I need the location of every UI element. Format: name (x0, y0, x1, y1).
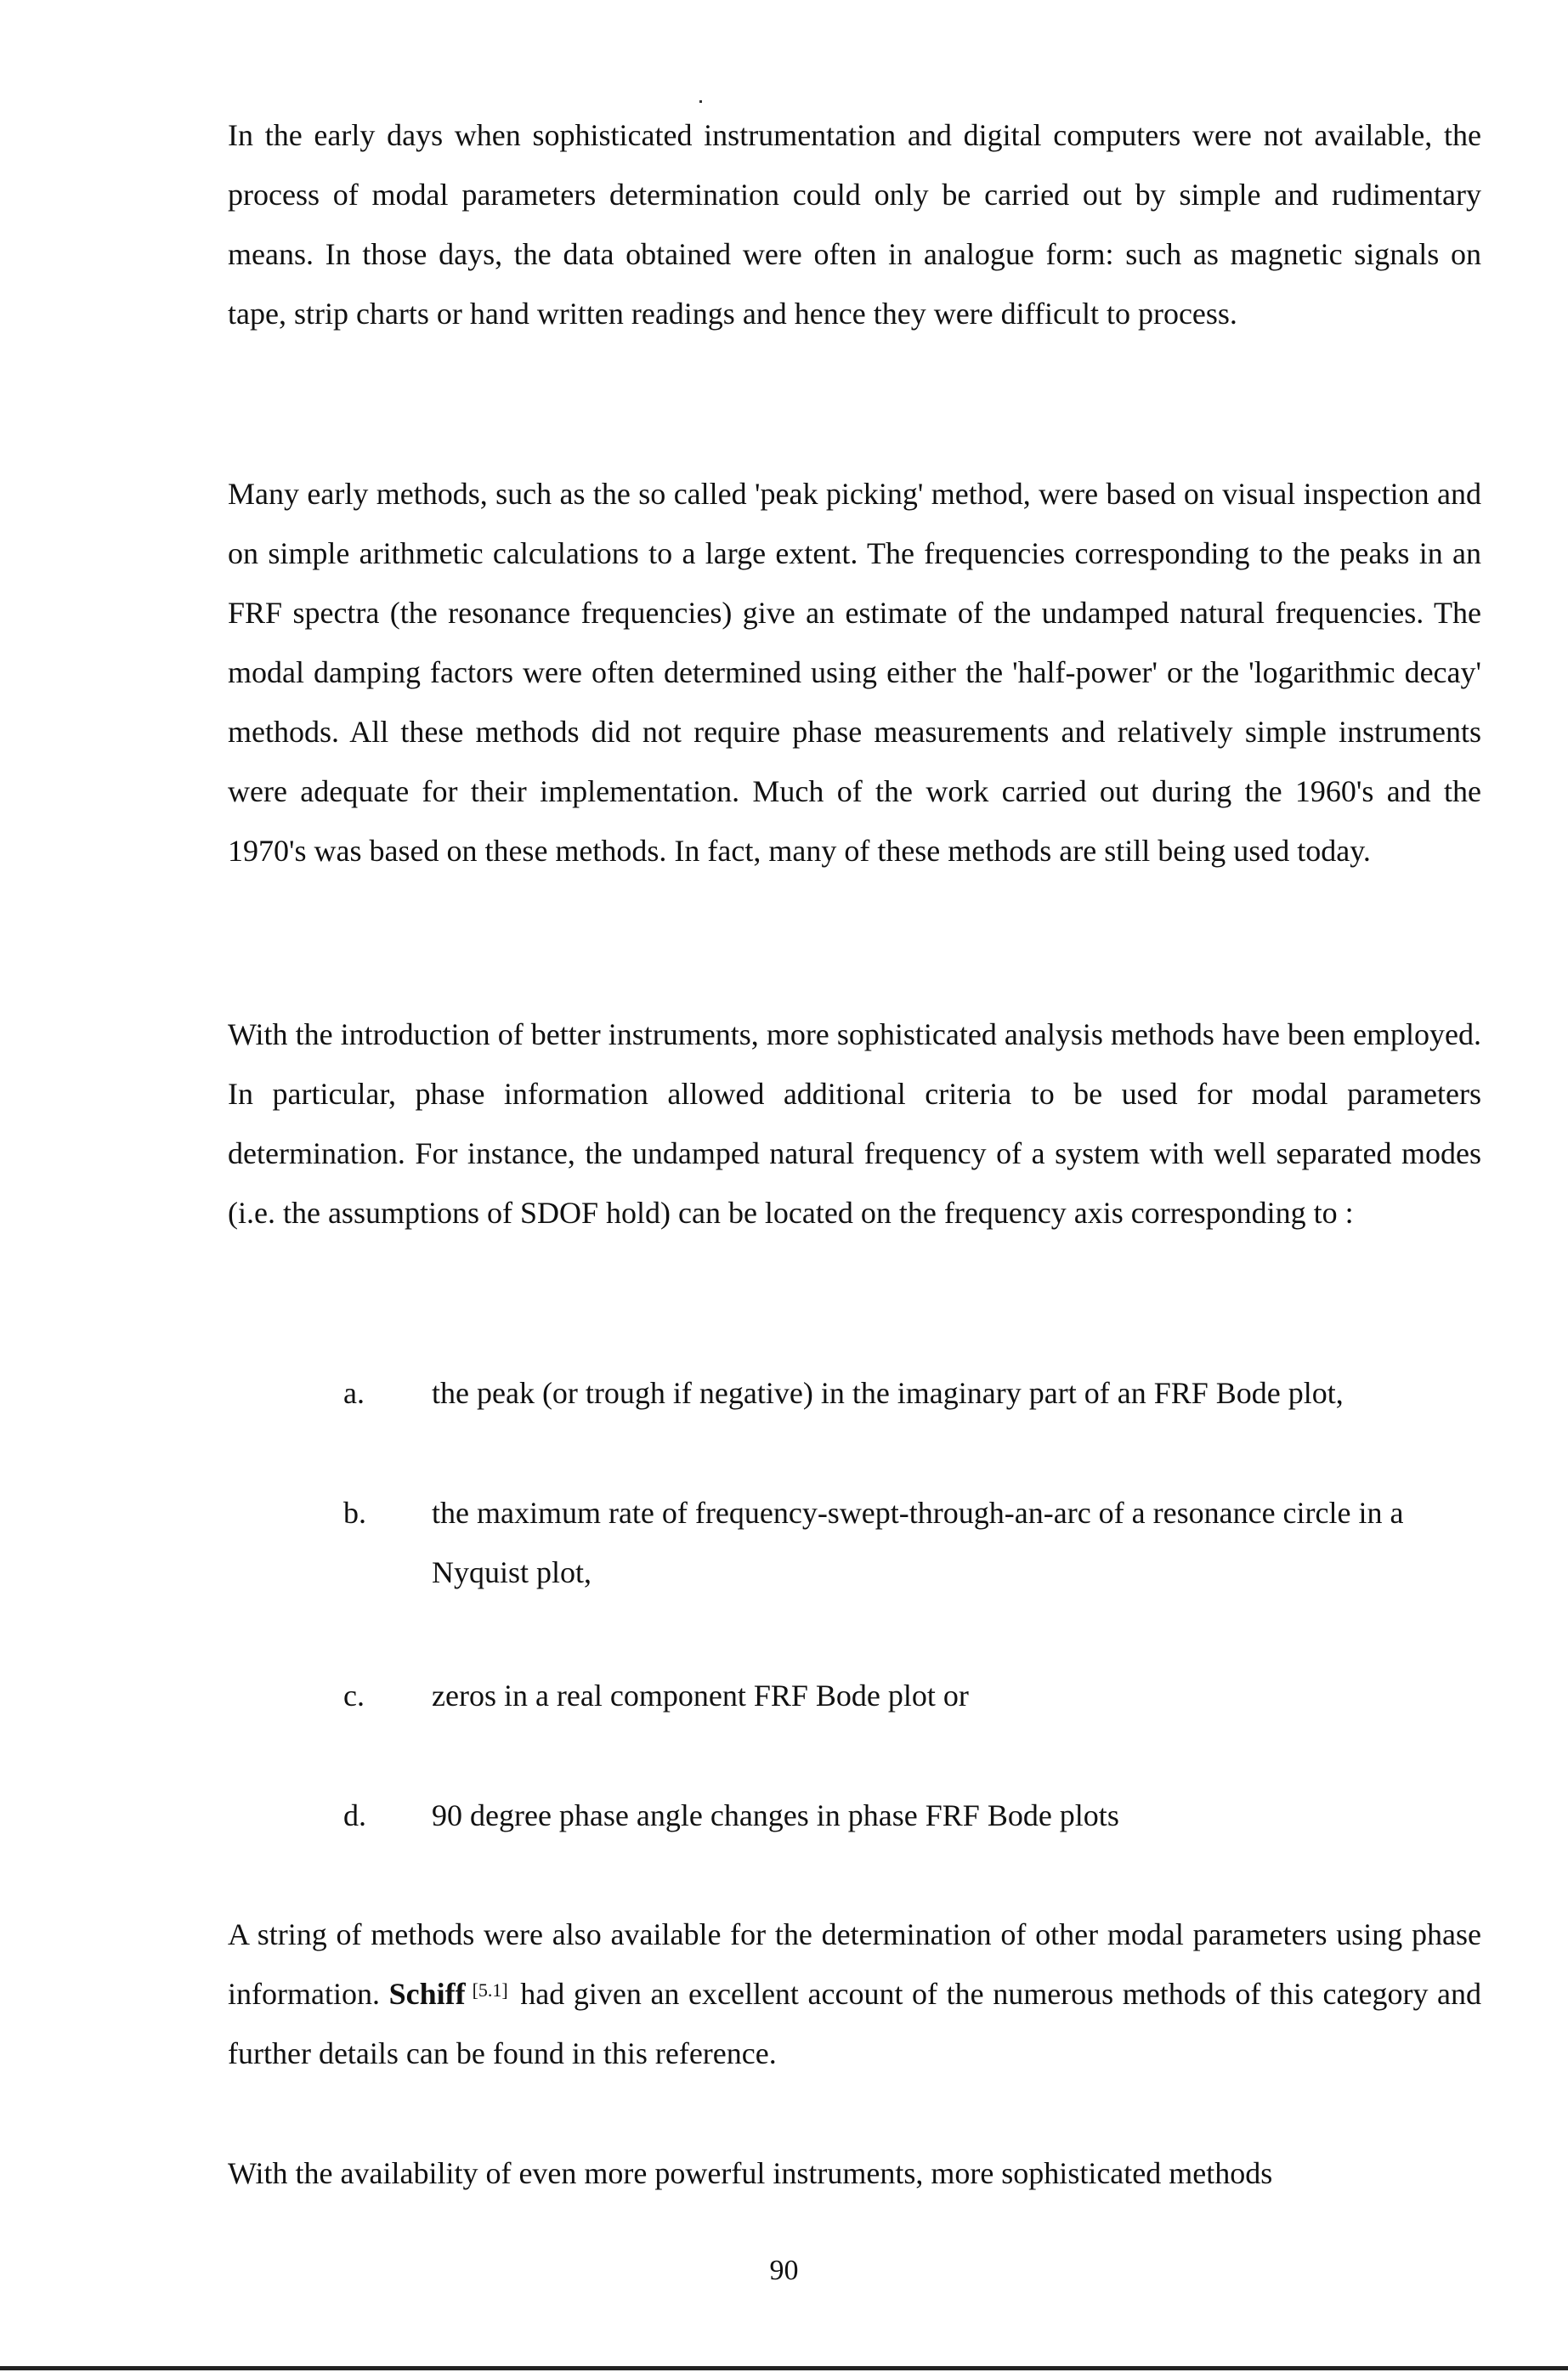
list-item (228, 1483, 1481, 1602)
author-name: Schiff (388, 1977, 466, 2011)
citation-reference: [5.1] (472, 1979, 508, 2001)
paragraph-better-instruments: With the introduction of better instruments, more sophisticated analysis methods have been employed. In particular, phase information allowed additional criteria to be used for modal parameters determination. For instance, the undamped natural frequency of a system with well separated modes (i.e. the assumptions of SDOF hold) can be located on the frequency axis corresponding to : (228, 1017, 1481, 1230)
list-item-text: the peak (or trough if negative) in the imaginary part of an FRF Bode plot, (432, 1376, 1344, 1410)
paragraph-text-start: A string of methods were also available for the determination of other modal parameters using phase information. (228, 1917, 1481, 2011)
list-item-text: zeros in a real component FRF Bode plot or (432, 1679, 969, 1713)
scan-speck (699, 100, 702, 103)
list-marker: b. (343, 1496, 366, 1530)
list-marker: d. (343, 1798, 366, 1832)
list-marker: a. (343, 1376, 365, 1410)
paragraph-early-methods: Many early methods, such as the so called 'peak picking' method, were based on visual inspection and on simple arithmetic calculations to a large extent. The frequencies corresponding to the peaks in an FRF spectra (the resonance frequencies) give an estimate of the undamped natural frequencies. The modal damping factors were often determined using either the 'half-power' or the 'logarithmic decay' methods. All these methods did not require phase measurements and relatively simple instruments were adequate for their implementation. Much of the work carried out during the 1960's and the 1970's was based on these methods. In fact, many of these methods are still being used today. (228, 477, 1481, 868)
paragraph-powerful-instruments: With the availability of even more powerful instruments, more sophisticated methods (228, 2156, 1273, 2190)
paragraph-text-end: had given an excellent account of the numerous methods of this category and further details can be found in this reference. (228, 1977, 1482, 2070)
list-marker: c. (343, 1679, 365, 1713)
page-number: 90 (769, 2255, 799, 2286)
list-item-text: the maximum rate of frequency-swept-through-an-arc of a resonance circle in a Nyquist plot, (432, 1496, 1404, 1589)
paragraph-early-days: In the early days when sophisticated instrumentation and digital computers were not available, the process of modal parameters determination could only be carried out by simple and rudimentary means. In those days, the data obtained were often in analogue form: such as magnetic signals on tape, strip charts or hand written readings and hence they were difficult to process. (228, 118, 1481, 331)
list-item-text: 90 degree phase angle changes in phase FRF Bode plots (432, 1798, 1119, 1832)
paragraph-phase-methods (228, 1905, 1481, 2083)
footer-rule (0, 2366, 1568, 2370)
